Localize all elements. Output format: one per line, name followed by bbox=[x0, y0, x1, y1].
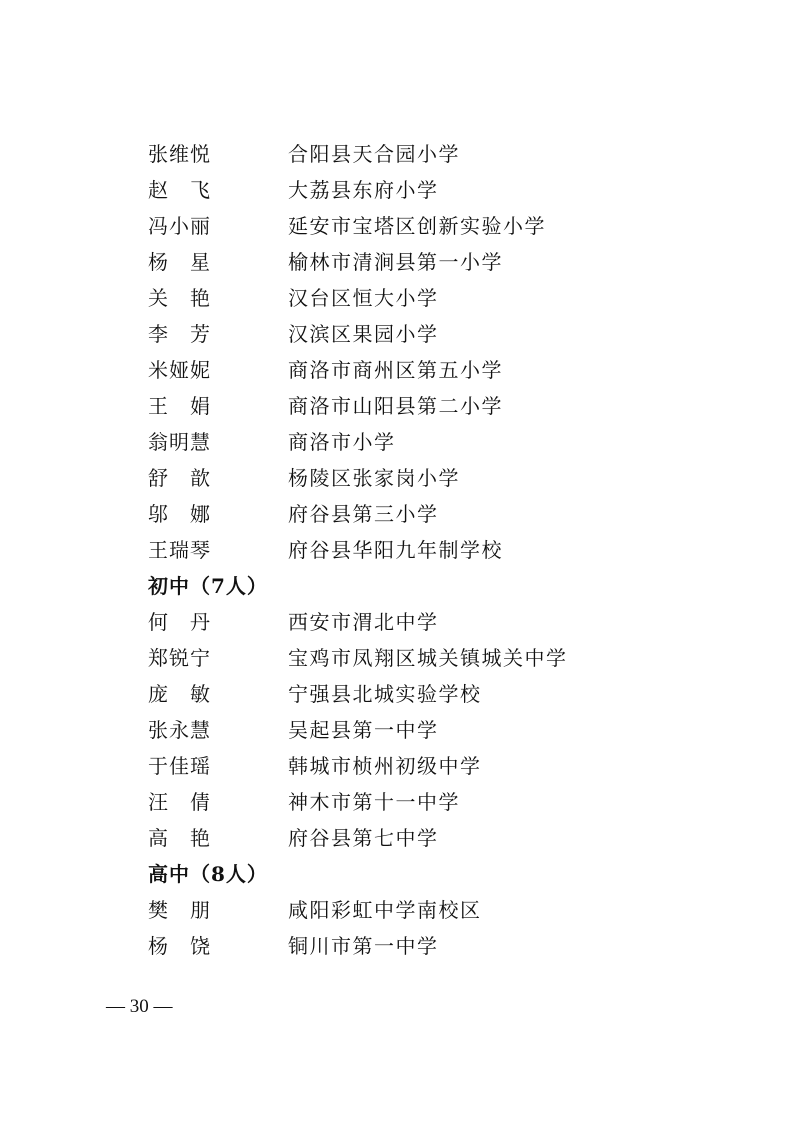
person-name-given: 李 bbox=[148, 322, 169, 346]
section-heading-junior: 初中（7人） bbox=[148, 574, 268, 598]
person-name: 郑锐宁 bbox=[148, 646, 211, 670]
school-name: 汉滨区果园小学 bbox=[288, 322, 439, 346]
person-name-given: 舒 bbox=[148, 466, 169, 490]
person-name-family: 饶 bbox=[190, 934, 211, 958]
person-name: 冯小丽 bbox=[148, 214, 211, 238]
school-name: 铜川市第一中学 bbox=[288, 934, 439, 958]
person-name: 王瑞琴 bbox=[148, 538, 211, 562]
person-name-family: 艳 bbox=[190, 286, 211, 310]
person-name-given: 杨 bbox=[148, 250, 169, 274]
person-name-given: 王 bbox=[148, 394, 169, 418]
school-name: 商洛市小学 bbox=[288, 430, 396, 454]
school-name: 杨陵区张家岗小学 bbox=[288, 466, 460, 490]
person-name-family: 丹 bbox=[190, 610, 211, 634]
school-name: 商洛市山阳县第二小学 bbox=[288, 394, 503, 418]
person-name-family: 飞 bbox=[190, 178, 211, 202]
school-name: 合阳县天合园小学 bbox=[288, 142, 460, 166]
section-heading-senior: 高中（8人） bbox=[148, 862, 268, 886]
school-name: 大荔县东府小学 bbox=[288, 178, 439, 202]
person-name-given: 杨 bbox=[148, 934, 169, 958]
school-name: 神木市第十一中学 bbox=[288, 790, 460, 814]
person-name-given: 汪 bbox=[148, 790, 169, 814]
person-name: 张永慧 bbox=[148, 718, 211, 742]
school-name: 府谷县华阳九年制学校 bbox=[288, 538, 503, 562]
person-name-family: 朋 bbox=[190, 898, 211, 922]
person-name-family: 倩 bbox=[190, 790, 211, 814]
person-name-given: 庞 bbox=[148, 682, 169, 706]
person-name-given: 赵 bbox=[148, 178, 169, 202]
school-name: 咸阳彩虹中学南校区 bbox=[288, 898, 482, 922]
person-name-family: 敏 bbox=[190, 682, 211, 706]
person-name: 张维悦 bbox=[148, 142, 211, 166]
person-name: 米娅妮 bbox=[148, 358, 211, 382]
person-name-family: 娟 bbox=[190, 394, 211, 418]
school-name: 延安市宝塔区创新实验小学 bbox=[288, 214, 546, 238]
person-name: 于佳瑶 bbox=[148, 754, 211, 778]
person-name-family: 娜 bbox=[190, 502, 211, 526]
school-name: 商洛市商州区第五小学 bbox=[288, 358, 503, 382]
school-name: 西安市渭北中学 bbox=[288, 610, 439, 634]
school-name: 宁强县北城实验学校 bbox=[288, 682, 482, 706]
school-name: 府谷县第七中学 bbox=[288, 826, 439, 850]
page-number: — 30 — bbox=[106, 996, 173, 1017]
person-name-family: 艳 bbox=[190, 826, 211, 850]
school-name: 府谷县第三小学 bbox=[288, 502, 439, 526]
person-name-given: 关 bbox=[148, 286, 169, 310]
school-name: 宝鸡市凤翔区城关镇城关中学 bbox=[288, 646, 568, 670]
person-name-family: 歆 bbox=[190, 466, 211, 490]
person-name-given: 何 bbox=[148, 610, 169, 634]
person-name-given: 邬 bbox=[148, 502, 169, 526]
school-name: 韩城市桢州初级中学 bbox=[288, 754, 482, 778]
person-name-given: 高 bbox=[148, 826, 169, 850]
school-name: 吴起县第一中学 bbox=[288, 718, 439, 742]
person-name-given: 樊 bbox=[148, 898, 169, 922]
person-name-family: 星 bbox=[190, 250, 211, 274]
school-name: 汉台区恒大小学 bbox=[288, 286, 439, 310]
school-name: 榆林市清涧县第一小学 bbox=[288, 250, 503, 274]
person-name: 翁明慧 bbox=[148, 430, 211, 454]
person-name-family: 芳 bbox=[190, 322, 211, 346]
